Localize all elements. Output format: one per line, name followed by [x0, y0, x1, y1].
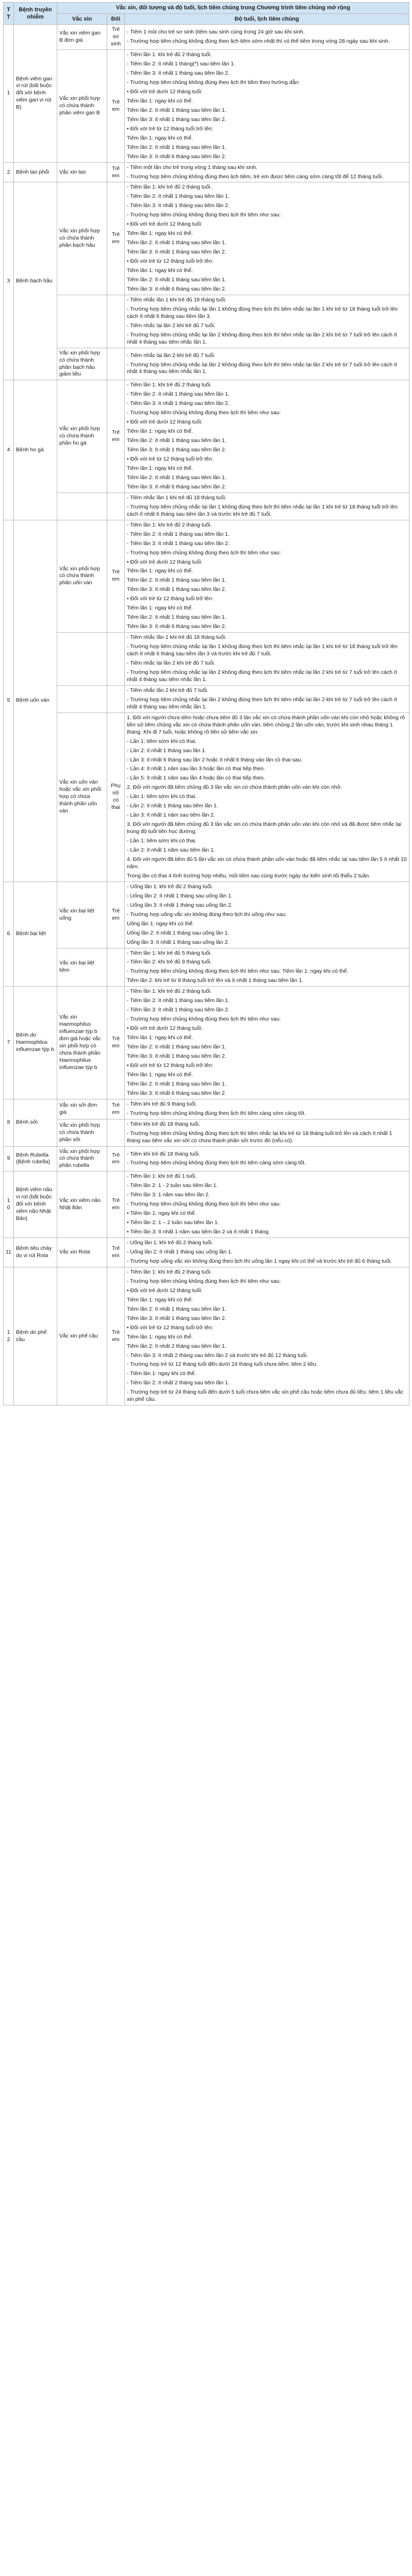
schedule-line: - Tiêm lần 1: khi trẻ đủ 5 tháng tuổi.	[127, 950, 212, 956]
illness-name: Bệnh bạch hầu	[14, 182, 57, 380]
target-group	[107, 633, 125, 686]
schedule-line: • Đối với trẻ dưới 12 tháng tuổi:	[127, 88, 203, 95]
target-group	[107, 1119, 125, 1146]
target-group	[107, 348, 125, 380]
vaccine-name: Vắc xin Haemophilus influenzae týp b đơn giá hoặc vắc xin phối hợp có chứa thành phần Haemophilus influenzae týp b	[57, 987, 107, 1099]
schedule-line: - Trường hợp tiêm chủng không đúng theo lịch thì tiêm càng sớm càng tốt.	[127, 1110, 306, 1116]
schedule-line: - Lần 5: ít nhất 1 năm sau lần 4 hoặc lần có thai tiếp theo.	[127, 775, 265, 782]
schedule-line: - Lần 2: ít nhất 1 tháng sau lần 1.	[127, 747, 207, 754]
schedule-line: • Đối với trẻ từ 12 tháng tuổi trở lên:	[127, 1324, 213, 1331]
target-group	[107, 295, 125, 348]
target-group	[107, 948, 125, 987]
schedule-line: - Trường hợp tiêm chủng nhắc lại lần 1 không đúng theo lịch thì tiêm nhắc lại lần 1 khi trẻ từ 18 tháng tuổi trở lên cách ít nhất 6 tháng sau tiêm lần 3 và trước khi trẻ đủ 7 tuổi.	[127, 643, 398, 657]
schedule-line: - Lần 2: ít nhất 1 tháng sau tiêm lần 1.	[127, 803, 218, 809]
schedule-line: Tiêm lần 1: ngay khi có thể.	[127, 97, 193, 104]
target-group: Trẻ em	[107, 50, 125, 162]
illness-name: Bệnh viêm gan vi rút (bất buộc đối với bệnh viêm gan vi rút B)	[14, 25, 57, 162]
schedule-cell	[125, 1172, 409, 1238]
target-group: Trẻ em	[107, 182, 125, 295]
schedule-line: Tiêm lần 3: ít nhất 1 tháng sau tiêm lần 2.	[127, 1315, 226, 1321]
table-row	[4, 1172, 409, 1238]
schedule-line: Uống lần 1: ngay khi có thể.	[127, 920, 194, 927]
schedule-line: - Trường hợp tiêm chủng không đúng theo lịch thì tiêm theo hướng dẫn:	[127, 79, 300, 86]
illness-name: Bệnh ho gà	[14, 380, 57, 520]
target-group: Trẻ em	[107, 1267, 125, 1405]
vaccine-name: Vắc xin phế cầu	[57, 1267, 107, 1405]
row-number: 7	[4, 987, 14, 1099]
table-row	[4, 162, 409, 182]
illness-name: Bệnh bại liệt	[14, 882, 57, 986]
schedule-line: Trong lần có thai 4 tính trường hợp nhiều, mũi tiêm sau cùng trước ngày dự kiến sinh tối thiểu 2 tuần.	[127, 872, 371, 879]
schedule-line: 2. Đối với người đã tiêm chủng đủ 3 lần vắc xin có chứa thành phần uốn ván khi còn nhỏ:	[127, 784, 342, 791]
table-row	[4, 1267, 409, 1405]
schedule-line: - Trường hợp tiêm chủng không đúng theo lịch thì tiêm như sau:	[127, 1016, 281, 1023]
schedule-line: - Trường hợp tiêm chủng không đúng theo lịch thì tiêm như sau:	[127, 1201, 281, 1208]
table-row	[4, 380, 409, 493]
schedule-line: • Đối với trẻ từ 12 tháng tuổi trở lên:	[127, 125, 213, 132]
schedule-line: - Lần 1: tiêm sớm khi có thai.	[127, 838, 197, 844]
vaccine-name: Vắc xin phối hợp có chứa thành phần bạch hầu	[57, 182, 107, 295]
schedule-line: Tiêm lần 3: ít nhất 1 tháng sau tiêm lần 2.	[127, 116, 226, 123]
schedule-line: Tiêm lần 2: ít nhất 1 tháng sau tiêm lần 1.	[127, 577, 226, 584]
schedule-line: Tiêm lần 2: ít nhất 1 tháng sau tiêm lần 1.	[127, 474, 226, 481]
schedule-line: - Uống lần 1: khi trẻ đủ 2 tháng tuổi.	[127, 1240, 213, 1246]
schedule-line: - Tiêm lần 1: khi trẻ đủ 2 tháng tuổi.	[127, 184, 212, 191]
schedule-line: 1. Đối với người chưa tiêm hoặc chưa tiêm đủ 3 lần vắc xin có chứa thành phần uốn ván khi còn nhỏ hoặc không rõ tiền sử tiêm chủng vắc xin có chứa thành phần uốn ván, tiêm chủng 2 lần uốn ván, trước khi sinh nhau tháng 1 tháng. Khi đi 7 tuổi, hoặc không rõ tiền sử tiêm vắc xin:	[127, 714, 405, 735]
table-row	[4, 948, 409, 987]
schedule-line: Tiêm lần 3: ít nhất 6 tháng sau tiêm lần 2.	[127, 483, 226, 490]
schedule-line: Tiêm lần 2: ít nhất 1 tháng sau tiêm lần 1.	[127, 437, 226, 444]
table-row	[4, 1099, 409, 1119]
schedule-cell	[125, 1146, 409, 1172]
schedule-line: • Đối với trẻ từ 12 tháng tuổi trở lên:	[127, 596, 213, 602]
vaccine-name: Vắc xin sởi đơn giá	[57, 1099, 107, 1119]
schedule-line: Tiêm lần 3: ít nhất 1 tháng sau tiêm lần 2.	[127, 447, 226, 453]
table-row	[4, 182, 409, 295]
schedule-line: Tiêm lần 1: ngay khi có thể.	[127, 1035, 193, 1041]
target-group: Phụ nữ có thai	[107, 713, 125, 882]
header-group: Vắc xin, đối tượng và độ tuổi, lịch tiêm chủng trong Chương trình tiêm chủng mở rộng	[57, 3, 409, 14]
table-body	[4, 25, 409, 1405]
target-group	[107, 685, 125, 713]
schedule-cell	[125, 685, 409, 713]
illness-name: Bệnh do phế cầu	[14, 1267, 57, 1405]
schedule-line: - Trường hợp trẻ từ 24 tháng tuổi đến dưới 5 tuổi chưa tiêm vắc xin phế cầu hoặc tiêm chưa đủ liều: tiêm 1 liều vắc xin phế cầu.	[127, 1389, 404, 1403]
schedule-cell	[125, 1238, 409, 1267]
schedule-line: Tiêm lần 2: ít nhất 1 tháng sau tiêm lần 1.	[127, 1080, 226, 1087]
schedule-line: - Tiêm nhắc lần 1 khi trẻ đủ 18 tháng tuổi.	[127, 494, 227, 501]
schedule-line: - Trường hợp tiêm chủng không đúng theo lịch thì tiêm nhắc lại khi trẻ từ 18 tháng tuổi trở lên và cách ít nhất 1 tháng sau tiêm vắc xin sởi có chứa thành phần sởi trước đó (nếu có).	[127, 1130, 392, 1144]
schedule-line: - Trường hợp trẻ từ 12 tháng tuổi đến dưới 24 tháng tuổi chưa tiêm: tiêm 2 liều.	[127, 1361, 318, 1368]
schedule-line: • Tiêm lần 2: 1 – 2 tuần sau tiêm lần 1.	[127, 1219, 219, 1226]
table-row	[4, 685, 409, 713]
table-row	[4, 882, 409, 948]
schedule-line: • Tiêm lần 1: ngay khi có thể.	[127, 1210, 196, 1217]
vaccine-name: Vắc xin phối hợp có chứa thành phần viêm gan B	[57, 50, 107, 162]
schedule-line: Tiêm lần 3: ít nhất 6 tháng sau tiêm lần 2.	[127, 285, 226, 292]
schedule-line: 4. Đối với người đã tiêm đủ 5 lần vắc xin có chứa thành phần uốn ván hoặc đã tiêm nhắc lại sau tiêm lần 5 ít nhất 10 năm.	[127, 856, 407, 870]
schedule-line: Tiêm lần 1: ngay khi có thể.	[127, 230, 193, 237]
table-row	[4, 1238, 409, 1267]
schedule-line: - Tiêm nhắc lần 1 khi trẻ đủ 18 tháng tuổi.	[127, 634, 227, 641]
header-tt: TT	[4, 3, 14, 25]
schedule-line: - Trường hợp tiêm chủng không đúng theo lịch tiêm, trẻ em được tiêm càng sớm càng tốt để 12 tháng tuổi.	[127, 173, 383, 180]
target-group: Trẻ em	[107, 520, 125, 632]
illness-name: Bệnh uốn ván	[14, 520, 57, 882]
vaccine-name: Vắc xin bại liệt tiêm	[57, 948, 107, 987]
schedule-cell	[125, 182, 409, 295]
schedule-line: Tiêm lần 2: ít nhất 1 tháng sau tiêm lần 1.	[127, 240, 226, 246]
schedule-line: - Tiêm khi trẻ đủ 9 tháng tuổi.	[127, 1100, 197, 1107]
schedule-line: - Tiêm lần 2: 1 - 2 tuần sau tiêm lần 1.	[127, 1182, 218, 1189]
vaccine-name: Vắc xin bại liệt uống	[57, 882, 107, 948]
schedule-line: Tiêm lần 2: ít nhất 1 tháng sau tiêm lần 1.	[127, 614, 226, 621]
row-number: 6	[4, 882, 14, 986]
schedule-line: - Trường hợp tiêm chủng nhắc lại lần 2 không đúng theo lịch thì tiêm nhắc lại lần 2 khi trẻ từ 7 tuổi trở lên cách ít nhất 4 tháng sau tiêm nhắc lần 1.	[127, 696, 397, 710]
vaccine-name: Vắc xin Rota	[57, 1238, 107, 1267]
header-schedule: Độ tuổi, lịch tiêm chủng	[125, 13, 409, 25]
table-row	[4, 633, 409, 686]
schedule-line: - Lần 2: ít nhất 1 năm sau tiêm lần 1.	[127, 847, 216, 854]
target-group: Trẻ em	[107, 1146, 125, 1172]
schedule-line: • Đối với trẻ dưới 12 tháng tuổi:	[127, 419, 203, 426]
schedule-line: - Tiêm lần 1: khi trẻ đủ 1 tuổi.	[127, 1173, 197, 1180]
schedule-line: - Tiêm lần 2: khi trẻ đủ 9 tháng tuổi.	[127, 959, 212, 965]
schedule-cell	[125, 493, 409, 520]
schedule-line: - Tiêm lần 1: ngay khi có thể.	[127, 1370, 196, 1377]
schedule-line: - Trường hợp tiêm chủng không đúng theo lịch thì tiêm như sau:	[127, 1278, 281, 1284]
row-number: 2	[4, 162, 14, 182]
table-row	[4, 348, 409, 380]
schedule-line: • Đối với trẻ từ 12 tháng tuổi trở lên:	[127, 258, 213, 265]
schedule-cell	[125, 295, 409, 348]
schedule-line: - Tiêm 1 mũi cho trẻ sơ sinh (tiêm sau sinh cùng trong 24 giờ sau khi sinh.	[127, 29, 305, 36]
schedule-line: - Tiêm khi trẻ đủ 18 tháng tuổi.	[127, 1150, 200, 1157]
vaccine-name: Vắc xin viêm não Nhật Bản	[57, 1172, 107, 1238]
vaccine-name: Vắc xin phối hợp có chứa thành phần uốn ván	[57, 520, 107, 632]
vaccination-schedule-table	[3, 2, 409, 1405]
row-number: 1	[4, 25, 14, 162]
schedule-line: Tiêm lần 1: ngay khi có thể.	[127, 568, 193, 574]
schedule-cell	[125, 380, 409, 493]
schedule-line: 3. Đối với người đã tiêm chủng đủ 3 lần vắc xin có chứa thành phần uốn ván khi còn nhỏ và đã được tiêm nhắc lại trong độ tuổi tiền học đường:	[127, 821, 402, 835]
schedule-line: Tiêm lần 1: ngay khi có thể.	[127, 1071, 193, 1078]
vaccine-name	[57, 685, 107, 713]
schedule-line: - Tiêm lần 1: khi trẻ đủ 2 tháng tuổi.	[127, 382, 212, 388]
schedule-line: Tiêm lần 1: ngay khi có thể.	[127, 428, 193, 435]
vaccine-name: Vắc xin lao	[57, 162, 107, 182]
row-number: 11	[4, 1238, 14, 1267]
schedule-line: - Uống lần 3: ít nhất 1 tháng sau uống lần 2.	[127, 902, 233, 908]
schedule-line: Tiêm lần 2: ít nhất 1 tháng sau tiêm lần 1.	[127, 276, 226, 283]
schedule-line: - Uống lần 2: ít nhất 1 tháng sau uống lần 1.	[127, 1249, 233, 1256]
table-row	[4, 50, 409, 162]
schedule-line: Tiêm lần 3: ít nhất 1 tháng sau tiêm lần 2.	[127, 1053, 226, 1059]
table-row	[4, 520, 409, 632]
schedule-line: Tiêm lần 1: ngay khi có thể.	[127, 1333, 193, 1340]
row-number: 4	[4, 380, 14, 520]
schedule-line: Tiêm lần 1: ngay khi có thể.	[127, 605, 193, 612]
table-row	[4, 713, 409, 882]
schedule-line: - Tiêm lần 1: khi trẻ đủ 2 tháng tuổi.	[127, 1268, 212, 1275]
schedule-cell	[125, 348, 409, 380]
illness-name: Bệnh sởi	[14, 1099, 57, 1146]
schedule-line: - Lần 1: tiêm sớm khi có thai.	[127, 793, 197, 800]
schedule-line: • Đối với trẻ dưới 12 tháng tuổi:	[127, 1287, 203, 1294]
table-row	[4, 1146, 409, 1172]
schedule-line: - Tiêm lần 2: ít nhất 1 tháng sau tiêm lần 1.	[127, 997, 230, 1004]
schedule-line: • Đối với trẻ dưới 12 tháng tuổi:	[127, 1025, 203, 1032]
schedule-line: • Đối với trẻ từ 12 tháng tuổi trở lên:	[127, 456, 213, 463]
row-number: 5	[4, 520, 14, 882]
header-illness: Bệnh truyền nhiễm	[14, 3, 57, 25]
vaccine-name: Vắc xin phối hợp có chứa thành phần ho gà	[57, 380, 107, 493]
schedule-line: - Trường hợp tiêm chủng nhắc lại lần 1 không đúng theo lịch thì tiêm nhắc lại lần 1 khi trẻ từ 18 tháng tuổi trở lên cách ít nhất 6 tháng sau tiêm lần 3.	[127, 306, 398, 319]
schedule-line: Tiêm lần 2: ít nhất 1 tháng sau tiêm lần 1.	[127, 107, 226, 113]
schedule-cell	[125, 948, 409, 987]
schedule-line: • Đối với trẻ dưới 12 tháng tuổi:	[127, 221, 203, 228]
schedule-line: - Tiêm lần 2: ít nhất 1 tháng sau tiêm lần 1.	[127, 391, 230, 398]
schedule-line: - Uống lần 1: khi trẻ đủ 2 tháng tuổi.	[127, 883, 213, 890]
schedule-line: - Tiêm nhắc lần 1 khi trẻ đủ 18 tháng tuổi.	[127, 296, 227, 303]
schedule-cell	[125, 1099, 409, 1119]
vaccine-name	[57, 493, 107, 520]
schedule-line: - Trường hợp uống vắc xin không đúng theo lịch thì uống như sau:	[127, 911, 287, 918]
schedule-line: - Tiêm lần 2: ít nhất 1 tháng sau tiêm lần 1.	[127, 531, 230, 537]
schedule-line: - Tiêm lần 1: khi trẻ đủ 2 tháng tuổi.	[127, 52, 212, 58]
illness-name: Bệnh do Haemophilus influenzae týp b	[14, 987, 57, 1099]
target-group: Trẻ em	[107, 987, 125, 1099]
target-group: Trẻ em	[107, 882, 125, 948]
schedule-line: - Trường hợp tiêm chủng không đúng theo lịch thì tiêm càng sớm càng tốt.	[127, 1160, 306, 1166]
vaccine-name	[57, 633, 107, 686]
illness-name: Bệnh viêm não vi rút (bắt buộc đối với bệnh viêm não Nhật Bản)	[14, 1172, 57, 1238]
schedule-line: - Trường hợp tiêm chủng nhắc lại lần 1 không đúng theo lịch thì tiêm nhắc lại lần 1 khi trẻ từ 18 tháng tuổi trở lên cách ít nhất 6 tháng sau tiêm lần 3 và trước khi trẻ đủ 7 tuổi.	[127, 503, 398, 517]
schedule-line: Tiêm lần 3: ít nhất 1 tháng sau tiêm lần 2.	[127, 249, 226, 256]
schedule-line: • Đối với trẻ từ 12 tháng tuổi trở lên:	[127, 1062, 213, 1069]
schedule-cell	[125, 713, 409, 882]
schedule-line: - Trường hợp tiêm chủng không đúng theo lịch thì tiêm như sau: Tiêm lần 1: ngay khi có thể.	[127, 968, 349, 975]
schedule-line: - Tiêm nhắc lại lần 2 khi trẻ đủ 7 tuổi.	[127, 352, 216, 359]
schedule-line: - Tiêm lần 2: ít nhất 1 tháng sau tiêm lần 1.	[127, 193, 230, 200]
vaccine-name: Vắc xin viêm gan B đơn giá	[57, 25, 107, 50]
schedule-cell	[125, 1267, 409, 1405]
target-group: Trẻ sơ sinh	[107, 25, 125, 50]
schedule-line: Tiêm lần 3: ít nhất 6 tháng sau tiêm lần 2.	[127, 1090, 226, 1096]
schedule-line: - Tiêm lần 1: khi trẻ đủ 2 tháng tuổi.	[127, 521, 212, 528]
schedule-line: - Tiêm lần 3: ít nhất 2 tháng sau tiêm lần 2 và trước khi trẻ đủ 12 tháng tuổi.	[127, 1352, 308, 1359]
target-group	[107, 493, 125, 520]
schedule-line: • Tiêm lần 3: ít nhất 1 năm sau tiêm lần 2 và ít nhất 1 tháng.	[127, 1229, 270, 1235]
illness-name: Bệnh lao phổi	[14, 162, 57, 182]
schedule-line: - Tiêm lần 3: ít nhất 1 tháng sau tiêm lần 2.	[127, 1007, 230, 1013]
schedule-line: - Trường hợp tiêm chủng không đúng theo lịch thì tiêm như sau:	[127, 410, 281, 416]
schedule-cell	[125, 633, 409, 686]
schedule-line: Tiêm lần 3: ít nhất 6 tháng sau tiêm lần 2.	[127, 623, 226, 630]
schedule-line: - Tiêm lần 3: ít nhất 1 tháng sau tiêm lần 2.	[127, 70, 230, 77]
schedule-line: • Đối với trẻ dưới 12 tháng tuổi:	[127, 558, 203, 565]
schedule-line: - Trường hợp tiêm chủng nhắc lại lần 2 không đúng theo lịch thì tiêm nhắc lại lần 2 khi trẻ từ 7 tuổi trở lên cách ít nhất 4 tháng sau tiêm nhắc lần 1.	[127, 331, 397, 345]
target-group: Trẻ em	[107, 162, 125, 182]
row-number: 10	[4, 1172, 14, 1238]
schedule-cell	[125, 1119, 409, 1146]
schedule-line: Tiêm lần 2: ít nhất 1 tháng sau tiêm lần 1.	[127, 144, 226, 150]
schedule-line: - Trường hợp tiêm chủng không đúng theo lịch tiêm sớm nhất thì có thể tiêm trong vòng 28 ngày sau khi sinh.	[127, 38, 390, 45]
schedule-cell	[125, 162, 409, 182]
row-number: 9	[4, 1146, 14, 1172]
schedule-line: - Lần 1: tiêm sớm khi có thai.	[127, 738, 197, 744]
schedule-line: Tiêm lần 2: khi trẻ từ 9 tháng tuổi trở lên và ít nhất 1 tháng sau tiêm lần 1.	[127, 977, 304, 984]
schedule-cell	[125, 987, 409, 1099]
schedule-line: - Tiêm khi trẻ đủ 18 tháng tuổi.	[127, 1121, 200, 1127]
schedule-line: Tiêm lần 1: ngay khi có thể.	[127, 1296, 193, 1303]
schedule-line: - Tiêm lần 3: 1 năm sau tiêm lần 2.	[127, 1192, 210, 1198]
schedule-line: - Tiêm lần 3: ít nhất 1 tháng sau tiêm lần 2.	[127, 540, 230, 547]
schedule-line: - Tiêm lần 1: khi trẻ đủ 2 tháng tuổi.	[127, 988, 212, 995]
schedule-line: Tiêm lần 3: ít nhất 6 tháng sau tiêm lần 2.	[127, 153, 226, 160]
schedule-line: Uống lần 2: ít nhất 1 tháng sau uống lần 1.	[127, 929, 229, 936]
schedule-line: Tiêm lần 2: ít nhất 1 tháng sau tiêm lần 1.	[127, 1044, 226, 1050]
header-vaccine: Vắc xin	[57, 13, 107, 25]
schedule-line: - Trường hợp tiêm chủng nhắc lại lần 2 không đúng theo lịch thì tiêm nhắc lại lần 2 khi trẻ từ 7 tuổi trở lên cách ít nhất 4 tháng sau tiêm nhắc lần 1.	[127, 361, 397, 375]
schedule-line: - Tiêm lần 3: ít nhất 1 tháng sau tiêm lần 2.	[127, 400, 230, 407]
schedule-line: - Trường hợp uống vắc xin không đúng theo lịch thì uống lần 1 ngay khi có thể và trước khi trẻ đủ 6 tháng tuổi.	[127, 1258, 392, 1264]
vaccine-name: Vắc xin phối hợp có chứa thành phần bạch hầu giảm liều	[57, 348, 107, 380]
vaccine-name: Vắc xin phối hợp có chứa thành phần sởi	[57, 1119, 107, 1146]
table-row	[4, 1119, 409, 1146]
schedule-line: - Tiêm một lần cho trẻ trong vòng 1 tháng sau khi sinh.	[127, 164, 258, 171]
schedule-line: Uống lần 3: ít nhất 1 tháng sau uống lần 2.	[127, 939, 229, 945]
schedule-line: - Trường hợp tiêm chủng không đúng theo lịch thì tiêm như sau:	[127, 549, 281, 556]
schedule-line: - Trường hợp tiêm chủng không đúng theo lịch thì tiêm như sau:	[127, 212, 281, 218]
schedule-line: Tiêm lần 1: ngay khi có thể.	[127, 465, 193, 471]
schedule-cell	[125, 25, 409, 50]
schedule-line: Tiêm lần 1: ngay khi có thể.	[127, 267, 193, 274]
table-row	[4, 295, 409, 348]
schedule-cell	[125, 520, 409, 632]
table-row	[4, 25, 409, 50]
schedule-line: Tiêm lần 2: ít nhất 1 tháng sau tiêm lần 1.	[127, 1306, 226, 1312]
row-number: 12	[4, 1267, 14, 1405]
table-row	[4, 493, 409, 520]
target-group: Trẻ em	[107, 1099, 125, 1119]
schedule-line: Tiêm lần 1: ngay khi có thể.	[127, 134, 193, 141]
schedule-line: - Tiêm nhắc lại lần 2 khi trẻ đủ 7 tuổi.	[127, 322, 216, 329]
row-number: 3	[4, 182, 14, 380]
schedule-line: - Lần 4: ít nhất 1 năm sau lần 3 hoặc lần có thai tiếp theo.	[127, 766, 265, 772]
schedule-line: - Lần 3: ít nhất 6 tháng sau lần 2 hoặc ít nhất 6 tháng vào lần có thai sau.	[127, 756, 303, 763]
schedule-line: - Tiêm nhắc lại lần 2 khi trẻ đủ 7 tuổi.	[127, 660, 216, 667]
schedule-line: - Uống lần 2: ít nhất 1 tháng sau uống lần 1.	[127, 892, 233, 899]
illness-name: Bệnh tiêu chảy do vi rút Rota	[14, 1238, 57, 1267]
schedule-line: - Tiêm lần 2: ít nhất 1 tháng(*) sau tiêm lần 1.	[127, 61, 236, 67]
table-header	[4, 3, 409, 25]
target-group: Trẻ em	[107, 1238, 125, 1267]
schedule-cell	[125, 882, 409, 948]
schedule-line: Tiêm lần 2: ít nhất 2 tháng sau tiêm lần 1.	[127, 1343, 226, 1349]
schedule-cell	[125, 50, 409, 162]
vaccine-name: Vắc xin phối hợp có chứa thành phần rubella	[57, 1146, 107, 1172]
row-number: 8	[4, 1099, 14, 1146]
schedule-line: - Lần 3: ít nhất 1 năm sau tiêm lần 2.	[127, 812, 216, 819]
target-group: Trẻ em	[107, 1172, 125, 1238]
vaccine-name	[57, 295, 107, 348]
schedule-line: - Tiêm lần 2: ít nhất 2 tháng sau tiêm lần 1.	[127, 1380, 230, 1386]
schedule-line: - Tiêm nhắc lần 2 khi trẻ đủ 7 tuổi.	[127, 687, 209, 693]
header-age: Đối	[107, 13, 125, 25]
vaccine-name: Vắc xin uốn ván hoặc vắc xin phối hợp có chứa thành phần uốn ván	[57, 713, 107, 882]
illness-name: Bệnh Rubella (Bệnh rubella)	[14, 1146, 57, 1172]
schedule-line: - Trường hợp tiêm chủng nhắc lại lần 2 không đúng theo lịch thì tiêm nhắc lại lần 2 khi trẻ từ 7 tuổi trở lên cách ít nhất 4 tháng sau tiêm nhắc lần 1.	[127, 669, 397, 683]
table-row	[4, 987, 409, 1099]
schedule-line: Tiêm lần 3: ít nhất 1 tháng sau tiêm lần 2.	[127, 586, 226, 593]
target-group: Trẻ em	[107, 380, 125, 493]
schedule-line: - Tiêm lần 3: ít nhất 1 tháng sau tiêm lần 2.	[127, 202, 230, 209]
